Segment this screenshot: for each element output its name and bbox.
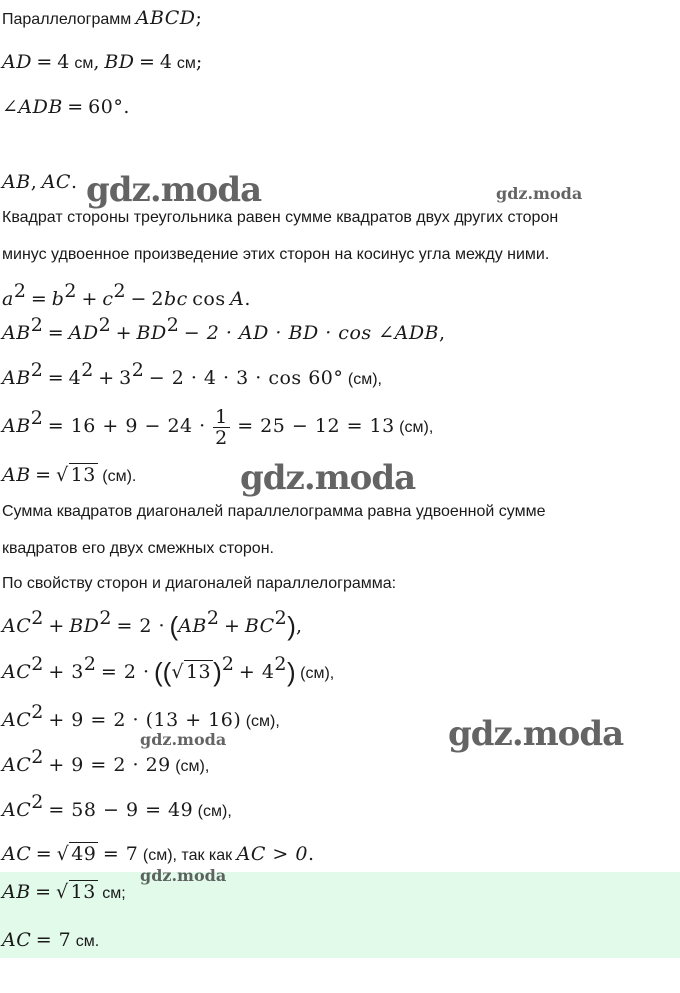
equation-ac-step-3: $AC^2 = 58 - 9 = 49$ (см),	[2, 791, 232, 821]
given-angle: ∠ADB = 60°.	[2, 96, 130, 118]
equation-ab-general: $AB^2 = AD^2 + BD^2 - 2$ · AD · BD · cos ∠ADB,	[2, 314, 446, 344]
cosine-rule-text-1: Квадрат стороны треугольника равен сумме квадратов двух других сторон	[2, 209, 559, 226]
answer-ac: AC = 7 см.	[2, 929, 100, 951]
parallelogram-rule-text-1: Сумма квадратов диагоналей параллелограмма равна удвоенной сумме	[2, 503, 546, 520]
watermark-logo: gdz.moda	[140, 730, 227, 749]
given-sides: AD = 4 см, BD = 4 см;	[2, 51, 203, 73]
given-parallelogram: Параллелограмм ABCD;	[2, 7, 203, 29]
equation-diagonals: $AC^2 + BD^2 = 2 \cdot (AB^2 + BC^2)$,	[2, 607, 303, 641]
watermark-logo: gdz.moda	[240, 458, 416, 498]
fraction-one-half: $\frac{1}{2}$	[215, 406, 228, 450]
watermark-logo: gdz.moda	[496, 184, 583, 203]
equation-ab-computed: $AB^2 = 16 + 9 - 24$ · $\frac{1}{2}$ = 25 − 12 = 13 (см),	[2, 406, 434, 450]
watermark-logo: gdz.moda	[86, 170, 262, 210]
find-line: AB, AC.	[2, 171, 78, 193]
watermark-logo: gdz.moda	[448, 714, 624, 754]
property-text: По свойству сторон и диагоналей параллелограмма:	[2, 575, 397, 592]
equation-ac-step-1: $AC^2 + 9 = 2 \cdot (13 + 16)$ (см),	[2, 701, 280, 731]
answer-ab: AB = √ 13 см;	[2, 881, 126, 903]
watermark-logo: gdz.moda	[140, 866, 227, 885]
equation-ab-substituted: $AB^2 = 4^2 + 3^2 - 2 \cdot 4 \cdot 3 \cdot \cos 60^\circ$ (см),	[2, 359, 382, 389]
parallelogram-rule-text-2: квадратов его двух смежных сторон.	[2, 540, 274, 557]
equation-ac-substituted: $AC^2 + 3^2 = 2$ · ((√ $13)^2 + 4^2$) (см),	[2, 653, 335, 687]
equation-ab-result: AB = √ 13 (см).	[2, 464, 137, 486]
equation-ac-result: AC = √ 49 = 7 (см), так как AC > 0.	[2, 843, 315, 865]
cosine-rule-text-2: минус удвоенное произведение этих сторон на косинус угла между ними.	[2, 246, 550, 263]
equation-cosine-law: $a^2 = b^2 + c^2 - 2bc$ cos A.	[2, 280, 251, 310]
equation-ac-step-2: $AC^2 + 9 = 2 \cdot 29$ (см),	[2, 746, 210, 776]
